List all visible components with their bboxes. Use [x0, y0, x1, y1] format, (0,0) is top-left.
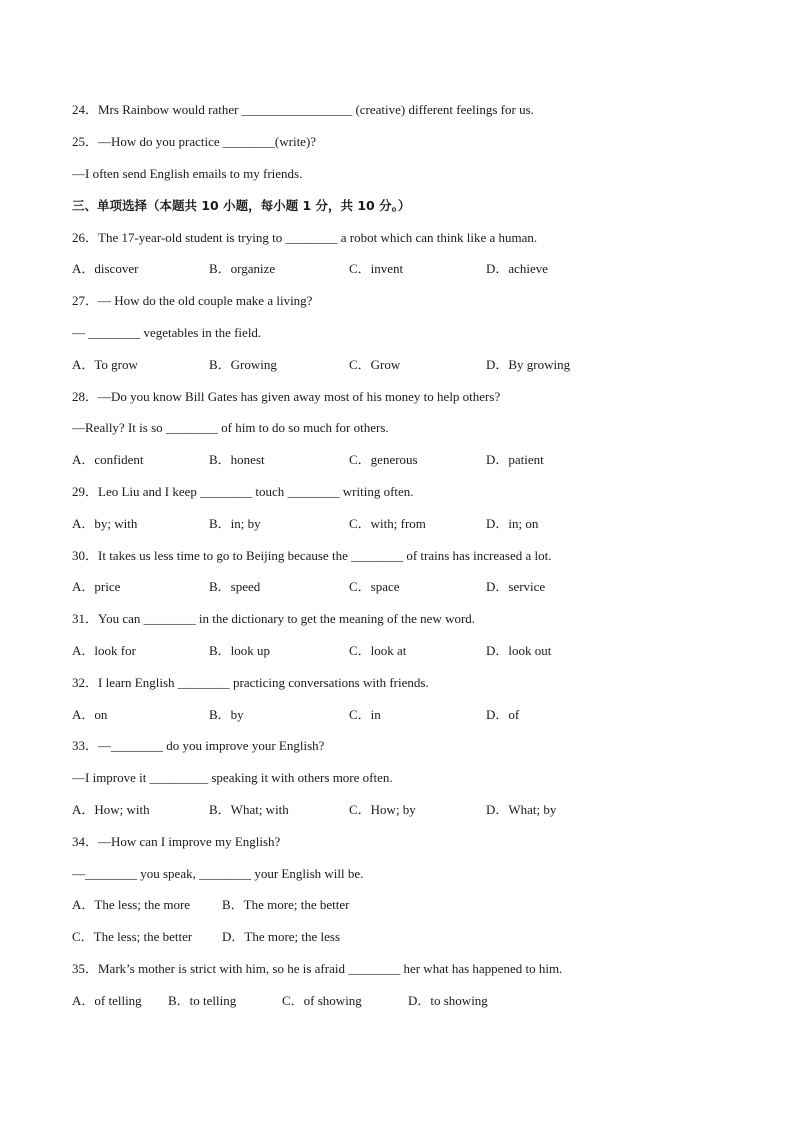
option-31-c[interactable]: C．look at — [349, 643, 407, 658]
option-29-d[interactable]: D．in; on — [486, 516, 539, 531]
options-26 — [72, 260, 752, 278]
option-29-a[interactable]: A．by; with — [72, 516, 138, 531]
options-29 — [72, 515, 752, 533]
options-33 — [72, 801, 752, 819]
option-33-a[interactable]: A．How; with — [72, 802, 150, 817]
option-27-c[interactable]: C．Grow — [349, 357, 401, 372]
option-26-c[interactable]: C．invent — [349, 261, 404, 276]
option-34-c[interactable]: C．The less; the better — [72, 929, 193, 944]
option-35-c[interactable]: C．of showing — [282, 993, 362, 1008]
options-28 — [72, 451, 752, 469]
option-35-b[interactable]: B．to telling — [168, 993, 237, 1008]
option-27-a[interactable]: A．To grow — [72, 357, 138, 372]
option-35-d[interactable]: D．to showing — [408, 993, 488, 1008]
question-34-reply: —________ you speak, ________ your English will be. — [72, 866, 364, 881]
options-35 — [72, 992, 752, 1010]
options-34-row-2 — [72, 928, 752, 946]
option-30-b[interactable]: B．speed — [209, 579, 261, 594]
option-34-d[interactable]: D．The more; the less — [222, 929, 341, 944]
option-26-a[interactable]: A．discover — [72, 261, 139, 276]
question-35: 35．Mark’s mother is strict with him, so he is afraid ________ her what has happened to him. — [72, 961, 563, 976]
question-25: 25．—How do you practice ________(write)? — [72, 134, 317, 149]
option-26-b[interactable]: B．organize — [209, 261, 276, 276]
option-27-b[interactable]: B．Growing — [209, 357, 277, 372]
option-30-a[interactable]: A．price — [72, 579, 121, 594]
options-27 — [72, 356, 752, 374]
option-29-b[interactable]: B．in; by — [209, 516, 261, 531]
option-30-d[interactable]: D．service — [486, 579, 546, 594]
question-28-reply: —Really? It is so ________ of him to do so much for others. — [72, 420, 389, 435]
question-24: 24．Mrs Rainbow would rather _________________ (creative) different feelings for us. — [72, 102, 534, 117]
question-27: 27．— How do the old couple make a living? — [72, 293, 313, 308]
options-31 — [72, 642, 752, 660]
option-28-b[interactable]: B．honest — [209, 452, 265, 467]
question-30: 30．It takes us less time to go to Beijing because the ________ of trains has increased a lot. — [72, 548, 552, 563]
option-31-b[interactable]: B．look up — [209, 643, 271, 658]
question-26: 26．The 17-year-old student is trying to ________ a robot which can think like a human. — [72, 230, 538, 245]
question-33: 33．—________ do you improve your English? — [72, 738, 325, 753]
option-32-d[interactable]: D．of — [486, 707, 520, 722]
question-28: 28．—Do you know Bill Gates has given away most of his money to help others? — [72, 389, 501, 404]
option-27-d[interactable]: D．By growing — [486, 357, 571, 372]
section-heading-multiple-choice: 三、单项选择（本题共 10 小题，每小题 1 分，共 10 分。） — [72, 198, 411, 213]
option-30-c[interactable]: C．space — [349, 579, 400, 594]
option-32-a[interactable]: A．on — [72, 707, 108, 722]
option-28-a[interactable]: A．confident — [72, 452, 144, 467]
question-33-reply: —I improve it _________ speaking it with others more often. — [72, 770, 393, 785]
question-31: 31．You can ________ in the dictionary to get the meaning of the new word. — [72, 611, 476, 626]
question-27-reply: — ________ vegetables in the field. — [72, 325, 262, 340]
option-29-c[interactable]: C．with; from — [349, 516, 426, 531]
option-35-a[interactable]: A．of telling — [72, 993, 142, 1008]
question-25-reply: —I often send English emails to my friends. — [72, 166, 303, 181]
option-33-b[interactable]: B．What; with — [209, 802, 289, 817]
option-32-b[interactable]: B．by — [209, 707, 244, 722]
question-32: 32．I learn English ________ practicing conversations with friends. — [72, 675, 429, 690]
option-31-a[interactable]: A．look for — [72, 643, 136, 658]
option-34-a[interactable]: A．The less; the more — [72, 897, 191, 912]
question-29: 29．Leo Liu and I keep ________ touch ________ writing often. — [72, 484, 414, 499]
option-33-d[interactable]: D．What; by — [486, 802, 557, 817]
options-32 — [72, 706, 752, 724]
option-28-c[interactable]: C．generous — [349, 452, 418, 467]
option-33-c[interactable]: C．How; by — [349, 802, 416, 817]
option-34-b[interactable]: B．The more; the better — [222, 897, 350, 912]
option-28-d[interactable]: D．patient — [486, 452, 544, 467]
option-32-c[interactable]: C．in — [349, 707, 381, 722]
options-34-row-1 — [72, 896, 752, 914]
options-30 — [72, 578, 752, 596]
option-26-d[interactable]: D．achieve — [486, 261, 549, 276]
option-31-d[interactable]: D．look out — [486, 643, 552, 658]
question-34: 34．—How can I improve my English? — [72, 834, 281, 849]
